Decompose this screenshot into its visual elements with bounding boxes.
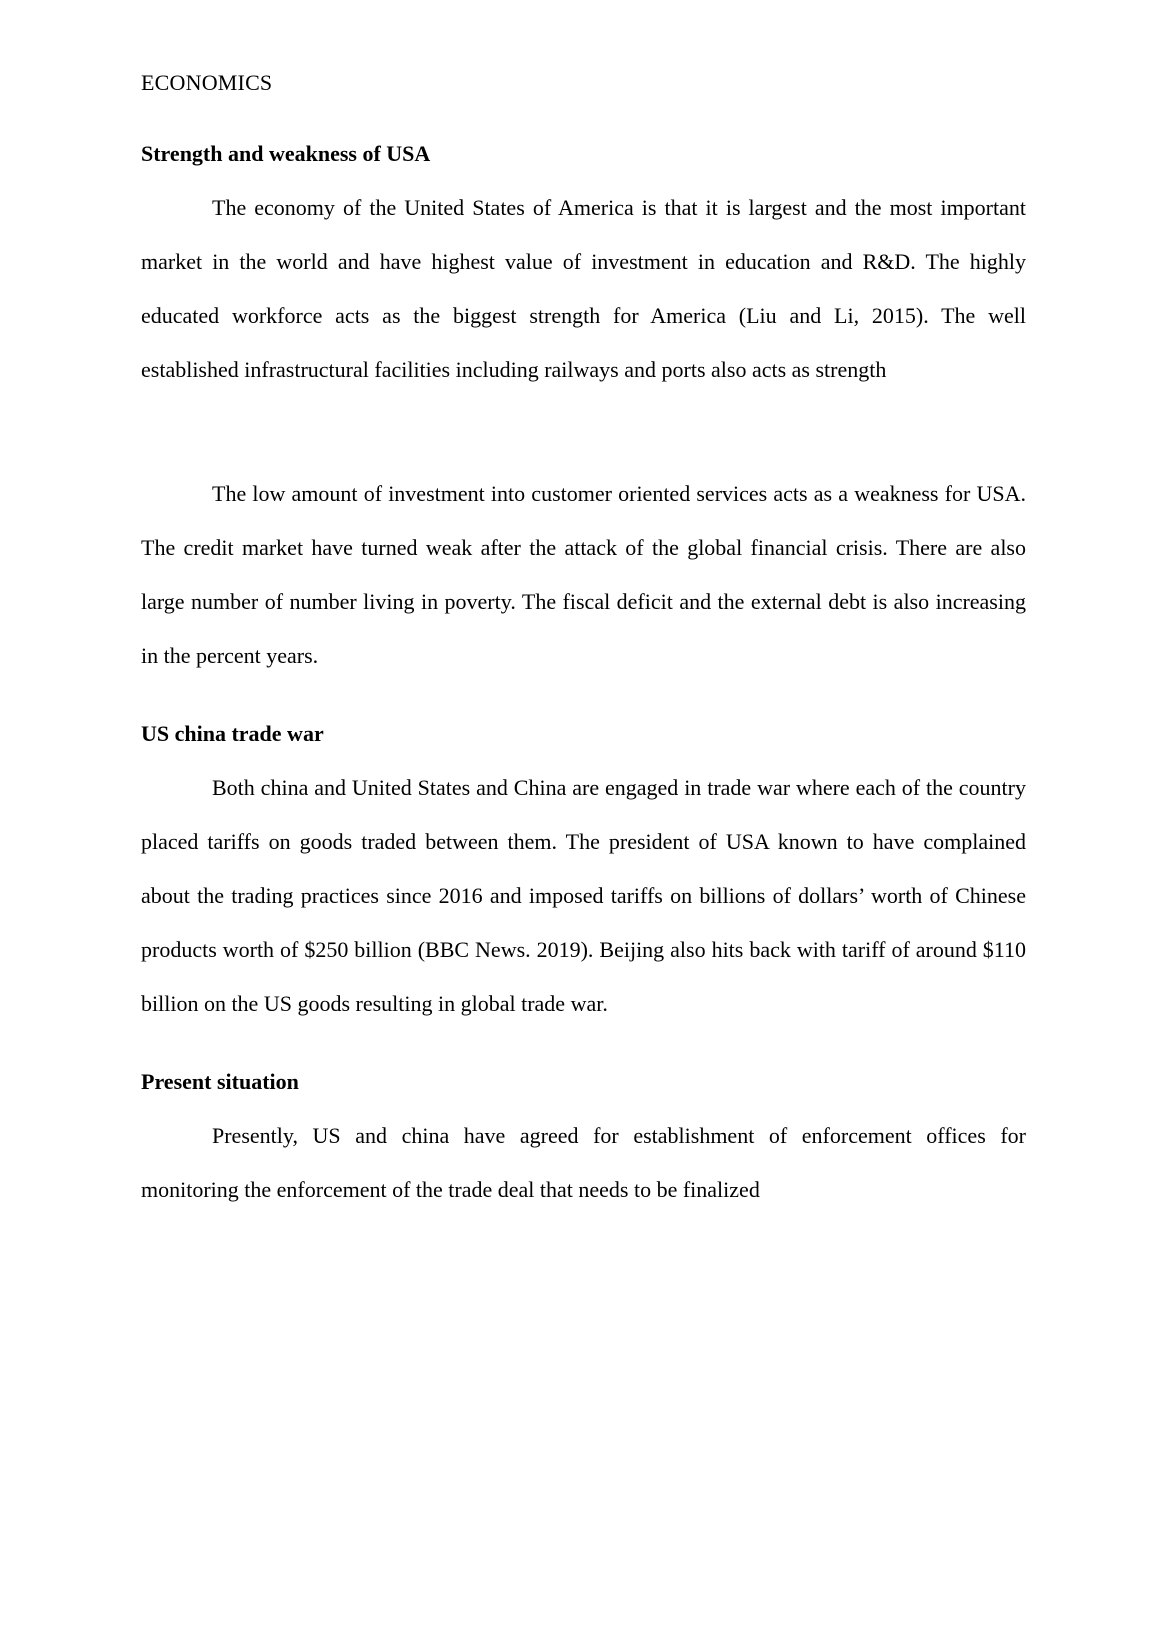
paragraph-trade-war: Both china and United States and China are engaged in trade war where each of the country placed tariffs on goods traded between them. The president of USA known to have complained about the trading practices since 2016 and imposed tariffs on billions of dollars’ worth of Chinese products worth of $250 billion (BBC News. 2019). Beijing also hits back with tariff of around $110 billion on the US goods resulting in global trade war.	[141, 775, 1026, 1016]
section-heading-strength-weakness: Strength and weakness of USA	[141, 141, 431, 166]
section-heading-trade-war: US china trade war	[141, 721, 324, 746]
running-header: ECONOMICS	[141, 70, 273, 95]
paragraph-strength: The economy of the United States of America is that it is largest and the most important market in the world and have highest value of investment in education and R&D. The highly educated workforce acts as the biggest strength for America (Liu and Li, 2015). The well established infrastructural facilities including railways and ports also acts as strength	[141, 195, 1026, 382]
paragraph-present-situation: Presently, US and china have agreed for establishment of enforcement offices for monitoring the enforcement of the trade deal that needs to be finalized	[141, 1123, 1026, 1202]
section-heading-present-situation: Present situation	[141, 1069, 299, 1094]
paragraph-weakness: The low amount of investment into customer oriented services acts as a weakness for USA. The credit market have turned weak after the attack of the global financial crisis. There are also large number of number living in poverty. The fiscal deficit and the external debt is also increasing in the percent years.	[141, 481, 1026, 668]
